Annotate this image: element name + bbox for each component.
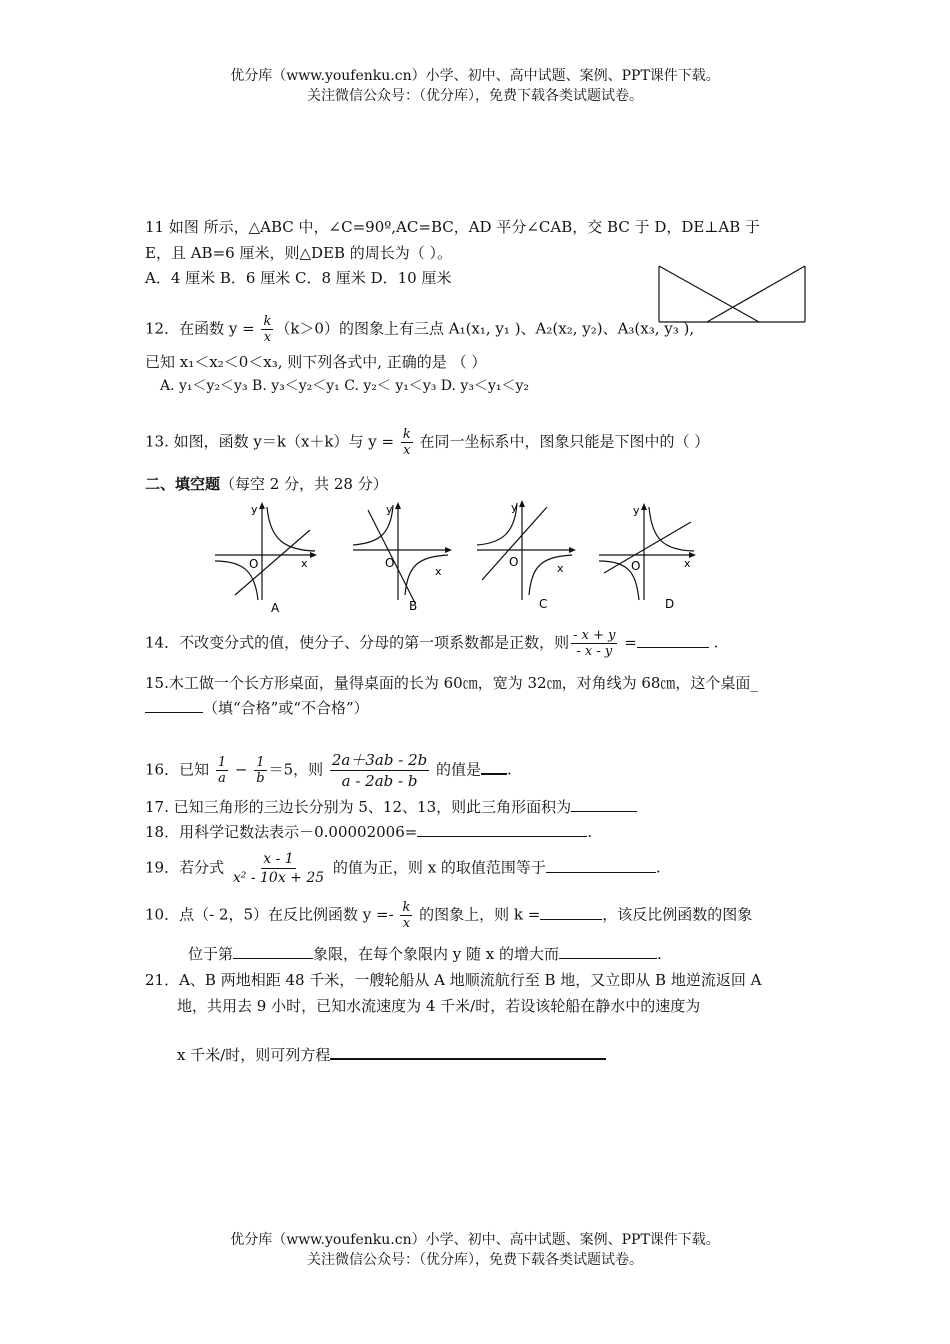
- graph-a-label: A: [271, 601, 280, 615]
- q18-end: .: [587, 823, 593, 841]
- q13-frac-den: x: [403, 443, 411, 458]
- q19-end: .: [655, 858, 661, 877]
- q10-suffix-2: ，该反比例函数的图象: [602, 905, 753, 924]
- graph-c-label: C: [539, 597, 548, 611]
- q21-line-3: [177, 1044, 606, 1065]
- q13-frac-num: k: [402, 427, 411, 442]
- graph-c-origin: O: [509, 555, 519, 569]
- graph-a-x-label: x: [301, 557, 308, 570]
- q16-f3-den: a - 2ab - b: [341, 772, 418, 790]
- section-2-note: （每空 2 分，共 28 分）: [220, 475, 388, 493]
- q16-fraction-1: [216, 755, 228, 786]
- q13-graph-options: [205, 495, 725, 615]
- q18-text: 18．用科学记数法表示－0.00002006=: [145, 823, 418, 841]
- graph-b-origin: O: [385, 556, 395, 570]
- q16-suffix: 的值是: [431, 760, 481, 779]
- q12-suffix: （k＞0）的图象上有三点 A₁(x₁, y₁ )、A₂(x₂, y₂)、A₃(x₃, y₃ ),: [275, 319, 695, 338]
- q16-end: .: [507, 760, 512, 779]
- q10-line-2-end: .: [657, 945, 662, 963]
- section-2-heading: [145, 474, 388, 494]
- q14-end: .: [708, 633, 719, 652]
- q10-prefix: 10．点（- 2，5）在反比例函数 y =-: [145, 905, 399, 924]
- graph-d-label: D: [665, 597, 675, 611]
- q18-answer-blank[interactable]: [417, 822, 587, 837]
- q21-line-3-text: x 千米/时，则可列方程: [177, 1046, 331, 1064]
- q16-prefix: 16．已知: [145, 760, 214, 779]
- q15-line-1: 15.木工做一个长方形桌面，量得桌面的长为 60㎝，宽为 32㎝，对角线为 68㎝，这个桌面_: [145, 674, 758, 692]
- graph-a-origin: O: [249, 557, 259, 571]
- q21-line-2: 地，共用去 9 小时，已知水流速度为 4 千米/时，若设该轮船在静水中的速度为: [177, 997, 701, 1015]
- q16-f3-num: 2a＋3ab - 2b: [331, 751, 428, 769]
- q12-line-2: 已知 x₁＜x₂＜0＜x₃, 则下列各式中, 正确的是 （ ）: [145, 353, 487, 371]
- graph-d-x-label: x: [684, 557, 691, 570]
- graph-a: [215, 502, 317, 615]
- q11-options: A．4 厘米 B．6 厘米 C．8 厘米 D．10 厘米: [145, 269, 452, 287]
- graph-d: [599, 503, 696, 611]
- q12-frac-den: x: [263, 330, 272, 345]
- graph-c: [477, 500, 576, 611]
- graph-d-origin: O: [631, 559, 641, 573]
- q16-answer-blank[interactable]: [481, 759, 507, 775]
- graph-c-x-label: x: [557, 562, 564, 575]
- q10-line-2-b: 象限，在每个象限内 y 随 x 的增大而: [313, 945, 560, 963]
- graph-d-y-label: y: [633, 504, 640, 517]
- q14-line: [145, 628, 718, 659]
- graph-a-y-label: y: [251, 503, 258, 516]
- q12-fraction: [261, 314, 273, 345]
- q15-line-2-text: （填“合格”或“不合格”）: [203, 699, 369, 717]
- q14-answer-blank[interactable]: [637, 633, 709, 648]
- q19-prefix: 19．若分式: [145, 858, 229, 877]
- q19-fraction: [231, 850, 326, 887]
- q18-line: [145, 822, 592, 842]
- q10-line-2-a: 位于第: [188, 945, 234, 963]
- section-2-title: 二、填空题: [145, 475, 221, 493]
- q19-suffix: 的值为正，则 x 的取值范围等于: [328, 858, 546, 877]
- q10-line-2: [188, 944, 662, 964]
- q10-frac-num: k: [402, 900, 411, 915]
- q10-suffix: 的图象上，则 k =: [414, 905, 541, 924]
- q19-line: [145, 850, 661, 887]
- q16-f1-den: a: [218, 771, 226, 786]
- q17-text: 17. 已知三角形的三边长分别为 5、12、13，则此三角形面积为: [145, 798, 572, 816]
- q19-answer-blank[interactable]: [546, 858, 656, 873]
- header-line-1: 优分库（www.youfenku.cn）小学、初中、高中试题、案例、PPT课件下载。: [230, 68, 720, 84]
- q13-line: [145, 427, 709, 458]
- q13-fraction: [401, 427, 413, 458]
- q10-fraction: [400, 900, 412, 931]
- footer-line-2: 关注微信公众号：（优分库），免费下载各类试题试卷。: [307, 1252, 643, 1268]
- q14-frac-num: - x + y: [573, 628, 616, 643]
- q19-frac-den: x² - 10x + 25: [232, 870, 325, 886]
- q14-suffix: =: [619, 633, 637, 652]
- q21-equation-blank[interactable]: [330, 1044, 606, 1060]
- q16-f1-num: 1: [217, 755, 227, 770]
- footer-line-1: 优分库（www.youfenku.cn）小学、初中、高中试题、案例、PPT课件下载。: [230, 1232, 720, 1248]
- q16-minus: −: [230, 760, 253, 779]
- graph-b-x-label: x: [435, 565, 442, 578]
- graph-b-y-label: y: [386, 503, 393, 516]
- q10-k-blank[interactable]: [540, 905, 602, 920]
- q16-fraction-2: [254, 755, 266, 786]
- header-line-2: 关注微信公众号：（优分库），免费下载各类试题试卷。: [307, 88, 643, 104]
- q14-fraction: [571, 628, 617, 659]
- q12-frac-num: k: [263, 314, 272, 329]
- q11-line-1: 11 如图 所示，△ABC 中，∠C=90º,AC=BC，AD 平分∠CAB，交 BC 于 D，DE⊥AB 于: [145, 218, 761, 236]
- q16-f2-num: 1: [256, 755, 265, 770]
- graph-b-label: B: [409, 599, 418, 613]
- q16-f2-den: b: [256, 771, 265, 786]
- q14-prefix: 14．不改变分式的值，使分子、分母的第一项系数都是正数，则: [145, 633, 570, 652]
- q12-line-1: [145, 314, 694, 345]
- q17-line: [145, 797, 637, 817]
- q15-answer-blank[interactable]: [145, 698, 203, 713]
- q14-frac-den: - x - y: [576, 644, 613, 659]
- q12-prefix: 12．在函数 y =: [145, 319, 260, 338]
- graph-c-y-label: y: [511, 501, 518, 514]
- q11-line-2: E，且 AB=6 厘米，则△DEB 的周长为（ ）。: [145, 244, 453, 262]
- q10-quadrant-blank[interactable]: [233, 944, 313, 959]
- q21-line-1: 21．A、B 两地相距 48 千米，一艘轮船从 A 地顺流航行至 B 地，又立即从 B 地逆流返回 A: [145, 971, 762, 989]
- q13-prefix: 13. 如图，函数 y＝k（x＋k）与 y =: [145, 432, 399, 451]
- q17-answer-blank[interactable]: [571, 797, 637, 812]
- q10-line-1: [145, 900, 752, 931]
- q15-line-2: [145, 698, 369, 718]
- q16-mid: ＝5，则: [268, 760, 328, 779]
- q10-frac-den: x: [402, 916, 411, 931]
- q13-suffix: 在同一坐标系中，图象只能是下图中的（ ）: [414, 432, 710, 451]
- q12-options: A. y₁＜y₂＜y₃ B. y₃＜y₂＜y₁ C. y₂＜ y₁＜y₃ D. y₃＜y₁＜y₂: [160, 378, 529, 394]
- q16-fraction-3: [330, 750, 429, 791]
- graph-b: [353, 502, 452, 613]
- q19-frac-num: x - 1: [263, 851, 294, 867]
- q16-line: [145, 750, 512, 791]
- q10-trend-blank[interactable]: [559, 944, 657, 959]
